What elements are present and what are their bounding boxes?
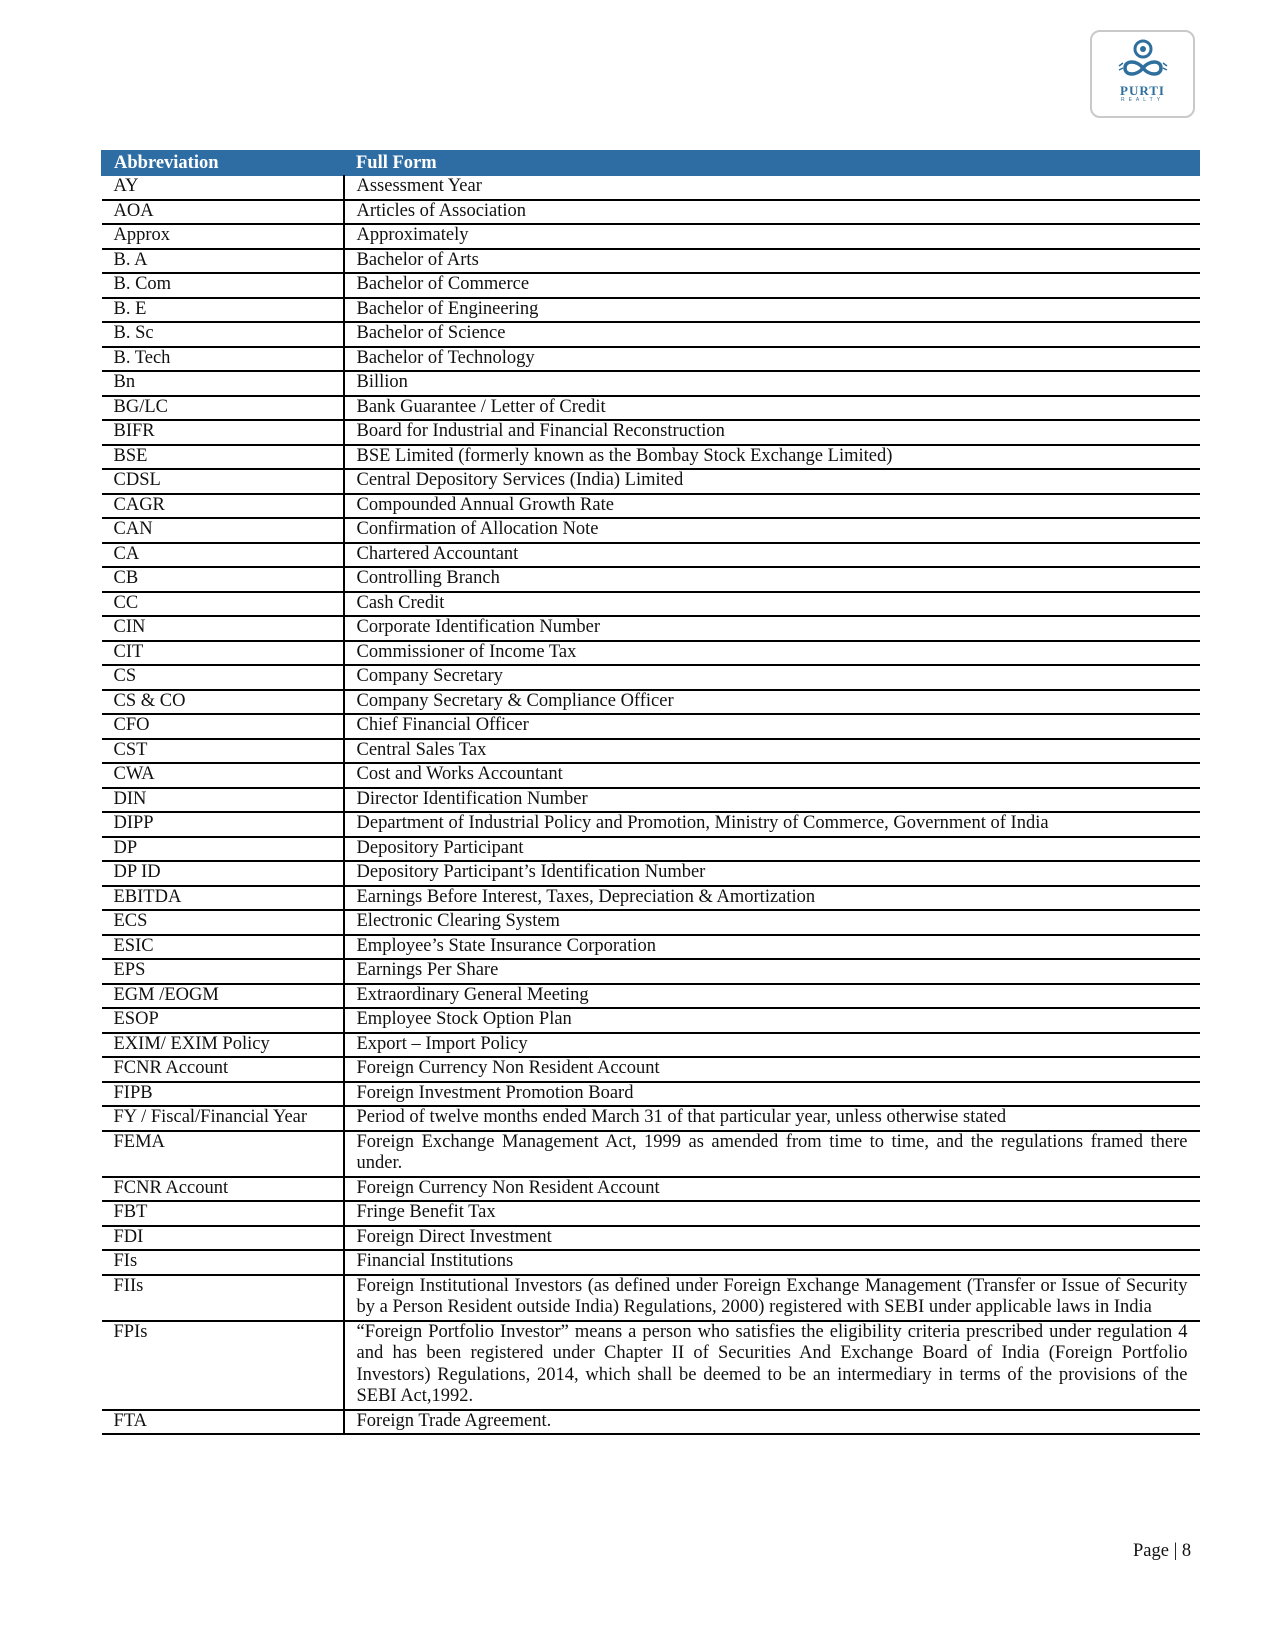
table-row bbox=[102, 1033, 1200, 1058]
full-form-cell: Chief Financial Officer bbox=[344, 714, 1200, 739]
abbreviation-cell: AOA bbox=[102, 200, 344, 225]
abbreviation-cell: EXIM/ EXIM Policy bbox=[102, 1033, 344, 1058]
table-row bbox=[102, 861, 1200, 886]
table-header-row bbox=[102, 151, 1200, 176]
abbreviation-cell: CS bbox=[102, 665, 344, 690]
abbreviation-cell: CST bbox=[102, 739, 344, 764]
table-row bbox=[102, 298, 1200, 323]
abbreviation-cell: FBT bbox=[102, 1201, 344, 1226]
abbreviation-cell: FIPB bbox=[102, 1082, 344, 1107]
purti-realty-logo bbox=[1090, 30, 1195, 118]
full-form-cell: Director Identification Number bbox=[344, 788, 1200, 813]
table-row bbox=[102, 935, 1200, 960]
abbreviation-cell: CB bbox=[102, 567, 344, 592]
table-row bbox=[102, 690, 1200, 715]
infinity-emblem-icon bbox=[1113, 38, 1173, 84]
table-row bbox=[102, 469, 1200, 494]
table-row bbox=[102, 273, 1200, 298]
abbreviation-cell: CIN bbox=[102, 616, 344, 641]
table-row bbox=[102, 763, 1200, 788]
page-number: Page | 8 bbox=[1133, 1541, 1192, 1561]
full-form-cell: Cash Credit bbox=[344, 592, 1200, 617]
logo-brand-sub: REALTY bbox=[1120, 97, 1165, 103]
abbreviation-cell: CIT bbox=[102, 641, 344, 666]
full-form-cell: Board for Industrial and Financial Reconstruction bbox=[344, 420, 1200, 445]
full-form-cell: Electronic Clearing System bbox=[344, 910, 1200, 935]
full-form-cell: Employee Stock Option Plan bbox=[344, 1008, 1200, 1033]
full-form-cell: Bachelor of Commerce bbox=[344, 273, 1200, 298]
table-row bbox=[102, 1250, 1200, 1275]
full-form-cell: Depository Participant’s Identification Number bbox=[344, 861, 1200, 886]
abbreviation-cell: DIPP bbox=[102, 812, 344, 837]
abbreviation-cell: BIFR bbox=[102, 420, 344, 445]
full-form-cell: Controlling Branch bbox=[344, 567, 1200, 592]
abbreviation-cell: CDSL bbox=[102, 469, 344, 494]
abbreviation-cell: B. A bbox=[102, 249, 344, 274]
table-row bbox=[102, 1131, 1200, 1177]
abbreviation-cell: Bn bbox=[102, 371, 344, 396]
table-row bbox=[102, 494, 1200, 519]
full-form-cell: Period of twelve months ended March 31 of that particular year, unless otherwise stated bbox=[344, 1106, 1200, 1131]
table-row bbox=[102, 739, 1200, 764]
abbreviation-cell: FIs bbox=[102, 1250, 344, 1275]
table-body bbox=[102, 176, 1200, 1435]
table-row bbox=[102, 1008, 1200, 1033]
full-form-cell: Foreign Currency Non Resident Account bbox=[344, 1057, 1200, 1082]
abbreviation-cell: EGM /EOGM bbox=[102, 984, 344, 1009]
table-row bbox=[102, 200, 1200, 225]
table-row bbox=[102, 420, 1200, 445]
abbreviation-cell: FEMA bbox=[102, 1131, 344, 1177]
full-form-cell: BSE Limited (formerly known as the Bombay Stock Exchange Limited) bbox=[344, 445, 1200, 470]
abbreviation-cell: DIN bbox=[102, 788, 344, 813]
full-form-cell: Earnings Before Interest, Taxes, Depreciation & Amortization bbox=[344, 886, 1200, 911]
full-form-cell: Assessment Year bbox=[344, 176, 1200, 200]
full-form-cell: Bachelor of Science bbox=[344, 322, 1200, 347]
abbreviation-cell: FIIs bbox=[102, 1275, 344, 1321]
full-form-cell: Corporate Identification Number bbox=[344, 616, 1200, 641]
full-form-cell: Bachelor of Engineering bbox=[344, 298, 1200, 323]
full-form-cell: Bachelor of Arts bbox=[344, 249, 1200, 274]
table-row bbox=[102, 1410, 1200, 1435]
table-row bbox=[102, 1275, 1200, 1321]
table-row bbox=[102, 788, 1200, 813]
table-row bbox=[102, 322, 1200, 347]
table-row bbox=[102, 518, 1200, 543]
table-row bbox=[102, 371, 1200, 396]
abbreviation-cell: EPS bbox=[102, 959, 344, 984]
full-form-cell: Central Depository Services (India) Limited bbox=[344, 469, 1200, 494]
table-row bbox=[102, 224, 1200, 249]
table-row bbox=[102, 1201, 1200, 1226]
abbreviation-cell: B. Sc bbox=[102, 322, 344, 347]
table-row bbox=[102, 1226, 1200, 1251]
table-row bbox=[102, 812, 1200, 837]
table-row bbox=[102, 1082, 1200, 1107]
table-row bbox=[102, 1177, 1200, 1202]
abbreviation-cell: CWA bbox=[102, 763, 344, 788]
full-form-cell: Central Sales Tax bbox=[344, 739, 1200, 764]
full-form-cell: Bachelor of Technology bbox=[344, 347, 1200, 372]
full-form-cell: Confirmation of Allocation Note bbox=[344, 518, 1200, 543]
table-row bbox=[102, 347, 1200, 372]
abbreviation-cell: CS & CO bbox=[102, 690, 344, 715]
full-form-cell: Company Secretary & Compliance Officer bbox=[344, 690, 1200, 715]
table-row bbox=[102, 567, 1200, 592]
full-form-cell: Foreign Exchange Management Act, 1999 as amended from time to time, and the regulations framed there under. bbox=[344, 1131, 1200, 1177]
full-form-cell: “Foreign Portfolio Investor” means a person who satisfies the eligibility criteria prescribed under regulation 4 and has been registered under Chapter II of Securities And Exchange Board of India (Foreign Portfolio Investors) Regulations, 2014, which shall be deemed to be an intermediary in terms of the provisions of the SEBI Act,1992. bbox=[344, 1321, 1200, 1410]
full-form-cell: Billion bbox=[344, 371, 1200, 396]
abbreviation-cell: DP ID bbox=[102, 861, 344, 886]
abbreviation-cell: EBITDA bbox=[102, 886, 344, 911]
table-row bbox=[102, 910, 1200, 935]
abbreviation-cell: B. Tech bbox=[102, 347, 344, 372]
table-row bbox=[102, 249, 1200, 274]
full-form-cell: Foreign Investment Promotion Board bbox=[344, 1082, 1200, 1107]
abbreviation-cell: Approx bbox=[102, 224, 344, 249]
table-row bbox=[102, 1321, 1200, 1410]
abbreviation-cell: CAN bbox=[102, 518, 344, 543]
abbreviation-cell: DP bbox=[102, 837, 344, 862]
full-form-cell: Depository Participant bbox=[344, 837, 1200, 862]
table-row bbox=[102, 616, 1200, 641]
table-row bbox=[102, 837, 1200, 862]
abbreviation-table bbox=[101, 150, 1200, 1435]
full-form-cell: Chartered Accountant bbox=[344, 543, 1200, 568]
abbreviation-cell: FTA bbox=[102, 1410, 344, 1435]
table-row bbox=[102, 665, 1200, 690]
full-form-cell: Fringe Benefit Tax bbox=[344, 1201, 1200, 1226]
table-row bbox=[102, 714, 1200, 739]
abbreviation-cell: B. E bbox=[102, 298, 344, 323]
abbreviation-cell: CFO bbox=[102, 714, 344, 739]
full-form-cell: Cost and Works Accountant bbox=[344, 763, 1200, 788]
table-row bbox=[102, 176, 1200, 200]
abbreviation-cell: CA bbox=[102, 543, 344, 568]
table-row bbox=[102, 396, 1200, 421]
table-row bbox=[102, 886, 1200, 911]
full-form-cell: Extraordinary General Meeting bbox=[344, 984, 1200, 1009]
full-form-cell: Foreign Direct Investment bbox=[344, 1226, 1200, 1251]
table-row bbox=[102, 1057, 1200, 1082]
full-form-cell: Company Secretary bbox=[344, 665, 1200, 690]
abbreviation-cell: ESOP bbox=[102, 1008, 344, 1033]
abbreviation-cell: BG/LC bbox=[102, 396, 344, 421]
full-form-cell: Approximately bbox=[344, 224, 1200, 249]
full-form-cell: Employee’s State Insurance Corporation bbox=[344, 935, 1200, 960]
abbreviation-cell: FY / Fiscal/Financial Year bbox=[102, 1106, 344, 1131]
table-row bbox=[102, 445, 1200, 470]
full-form-cell: Financial Institutions bbox=[344, 1250, 1200, 1275]
full-form-cell: Export – Import Policy bbox=[344, 1033, 1200, 1058]
full-form-cell: Foreign Institutional Investors (as defined under Foreign Exchange Management (Transfer or Issue of Security by a Person Resident outside India) Regulations, 2000) registered with SEBI under applicable laws in India bbox=[344, 1275, 1200, 1321]
table-row bbox=[102, 543, 1200, 568]
full-form-cell: Department of Industrial Policy and Promotion, Ministry of Commerce, Government of India bbox=[344, 812, 1200, 837]
full-form-cell: Articles of Association bbox=[344, 200, 1200, 225]
abbreviation-cell: FCNR Account bbox=[102, 1177, 344, 1202]
abbreviation-cell: ECS bbox=[102, 910, 344, 935]
abbreviation-cell: FCNR Account bbox=[102, 1057, 344, 1082]
abbreviation-cell: ESIC bbox=[102, 935, 344, 960]
abbreviation-cell: CAGR bbox=[102, 494, 344, 519]
full-form-cell: Commissioner of Income Tax bbox=[344, 641, 1200, 666]
abbreviation-cell: BSE bbox=[102, 445, 344, 470]
logo-brand-name: PURTI bbox=[1120, 83, 1165, 98]
table-row bbox=[102, 592, 1200, 617]
table-row bbox=[102, 1106, 1200, 1131]
abbreviation-cell: B. Com bbox=[102, 273, 344, 298]
abbreviation-cell: FDI bbox=[102, 1226, 344, 1251]
full-form-cell: Foreign Trade Agreement. bbox=[344, 1410, 1200, 1435]
table-row bbox=[102, 641, 1200, 666]
table-row bbox=[102, 984, 1200, 1009]
full-form-cell: Earnings Per Share bbox=[344, 959, 1200, 984]
full-form-cell: Foreign Currency Non Resident Account bbox=[344, 1177, 1200, 1202]
column-header-full-form: Full Form bbox=[344, 151, 1200, 176]
abbreviation-cell: CC bbox=[102, 592, 344, 617]
full-form-cell: Compounded Annual Growth Rate bbox=[344, 494, 1200, 519]
column-header-abbreviation: Abbreviation bbox=[102, 151, 344, 176]
abbreviation-cell: AY bbox=[102, 176, 344, 200]
table-row bbox=[102, 959, 1200, 984]
full-form-cell: Bank Guarantee / Letter of Credit bbox=[344, 396, 1200, 421]
abbreviation-cell: FPIs bbox=[102, 1321, 344, 1410]
